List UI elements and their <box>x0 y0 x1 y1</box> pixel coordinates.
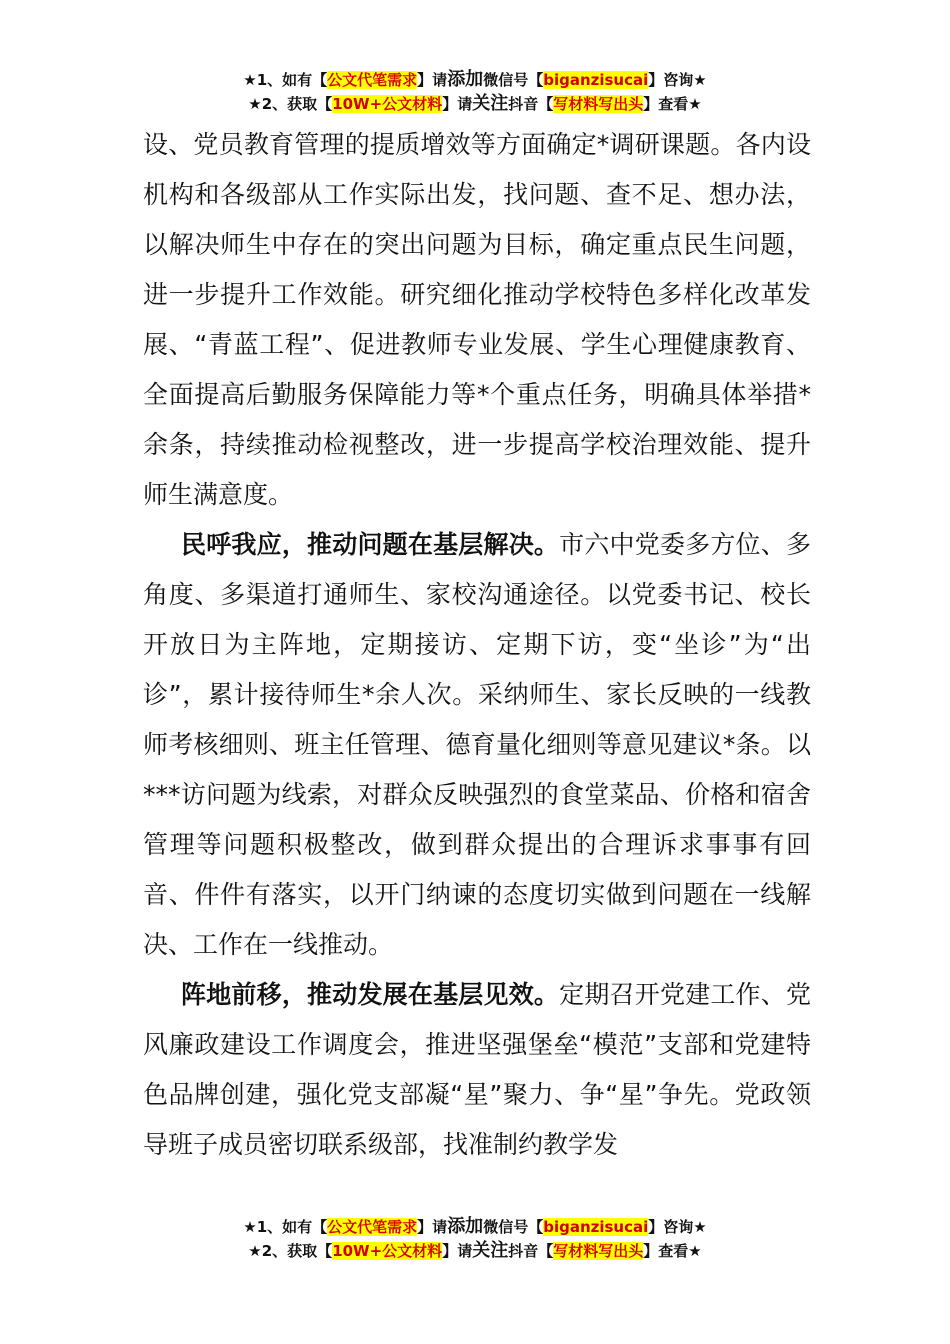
paragraph-2-heading: 民呼我应，推动问题在基层解决。 <box>181 530 560 559</box>
banner-line-2: ★2、获取【10W+公文材料】请关注抖音【写材料写出头】查看★ <box>248 93 702 114</box>
paragraph-2 <box>143 520 811 970</box>
paragraph-3-text: 定期召开党建工作、党风廉政建设工作调度会，推进坚强堡垒“模范”支部和党建特色品牌创建，强化党支部凝“星”聚力、争“星”争先。党政领导班子成员密切联系级部，找准制约教学发 <box>143 980 811 1159</box>
paragraph-3-heading: 阵地前移，推动发展在基层见效。 <box>181 980 560 1009</box>
footer-banner <box>0 1215 950 1263</box>
banner-line-1: ★1、如有【公文代笔需求】请添加微信号【biganzisucai】咨询★ <box>243 69 707 90</box>
footer-line-1: ★1、如有【公文代笔需求】请添加微信号【biganzisucai】咨询★ <box>243 1216 707 1237</box>
header-banner <box>0 68 950 116</box>
footer-line-2: ★2、获取【10W+公文材料】请关注抖音【写材料写出头】查看★ <box>248 1240 702 1261</box>
paragraph-2-text: 市六中党委多方位、多角度、多渠道打通师生、家校沟通途径。以党委书记、校长开放日为主阵地，定期接访、定期下访，变“坐诊”为“出诊”，累计接待师生*余人次。采纳师生、家长反映的一线教师考核细则、班主任管理、德育量化细则等意见建议*条。以***访问题为线索，对群众反映强烈的食堂菜品、价格和宿舍管理等问题积极整改，做到群众提出的合理诉求事事有回音、件件有落实，以开门纳谏的态度切实做到问题在一线解决、工作在一线推动。 <box>143 530 811 959</box>
paragraph-3 <box>143 970 811 1170</box>
paragraph-1: 设、党员教育管理的提质增效等方面确定*调研课题。各内设机构和各级部从工作实际出发，找问题、查不足、想办法，以解决师生中存在的突出问题为目标，确定重点民生问题，进一步提升工作效能。研究细化推动学校特色多样化改革发展、“青蓝工程”、促进教师专业发展、学生心理健康教育、全面提高后勤服务保障能力等*个重点任务，明确具体举措*余条，持续推动检视整改，进一步提高学校治理效能、提升师生满意度。 <box>143 130 811 509</box>
document-body <box>143 120 811 1170</box>
